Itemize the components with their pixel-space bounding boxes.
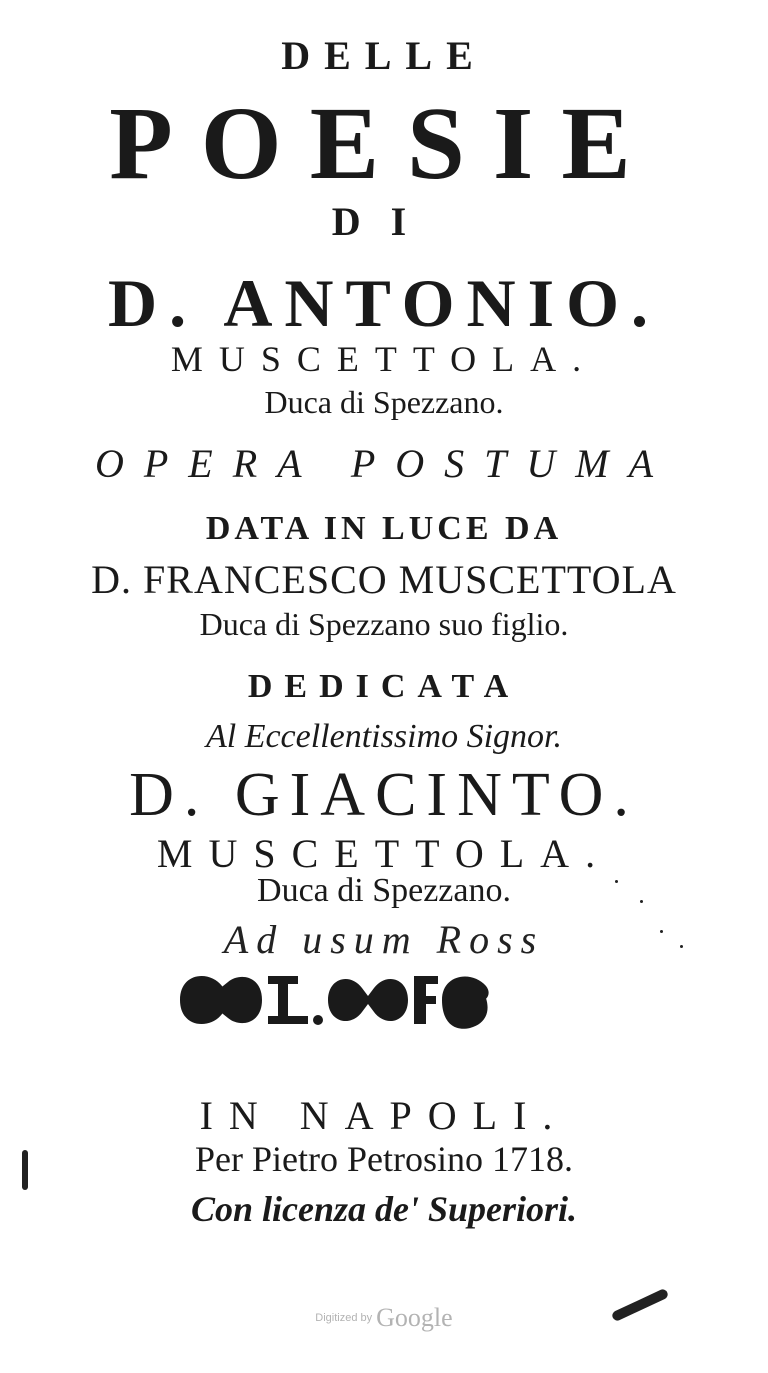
imprint-license: Con licenza de' Superiori. bbox=[190, 1189, 578, 1229]
editor-title: Duca di Spezzano suo figlio. bbox=[199, 606, 569, 642]
author-surname: MUSCETTOLA. bbox=[170, 339, 598, 379]
author-name: D. ANTONIO. bbox=[107, 265, 661, 341]
dedication-line: Al Eccellentissimo Signor. bbox=[205, 718, 562, 755]
imprint-printer: Per Pietro Petrosino 1718. bbox=[195, 1139, 573, 1179]
imprint-city: IN NAPOLI. bbox=[199, 1093, 569, 1138]
work-designation: OPERA POSTUMA bbox=[94, 441, 674, 486]
ink-speck bbox=[615, 880, 618, 883]
editor-name: D. FRANCESCO MUSCETTOLA bbox=[91, 557, 677, 602]
heading-poesie: POESIE bbox=[109, 86, 659, 201]
heading-di: DI bbox=[331, 199, 437, 244]
handwritten-note: Ad usum Ross bbox=[223, 917, 545, 962]
dedication-heading: DEDICATA bbox=[247, 668, 521, 705]
publication-note: DATA IN LUCE DA bbox=[205, 510, 563, 547]
digitized-watermark bbox=[0, 1303, 768, 1333]
ink-speck bbox=[22, 1150, 28, 1190]
author-title: Duca di Spezzano. bbox=[264, 384, 504, 420]
dedicatee-title: Duca di Spezzano. bbox=[257, 872, 511, 909]
heading-delle: DELLE bbox=[281, 33, 487, 78]
ink-speck bbox=[680, 945, 683, 948]
printer-ornament-icon bbox=[170, 962, 500, 1038]
ink-speck bbox=[640, 900, 643, 903]
ink-speck bbox=[660, 930, 663, 933]
dedicatee-surname: MUSCETTOLA. bbox=[156, 831, 612, 876]
google-logo: Google bbox=[376, 1303, 453, 1332]
watermark-prefix: Digitized by bbox=[315, 1312, 373, 1324]
dedicatee-name: D. GIACINTO. bbox=[129, 761, 639, 829]
